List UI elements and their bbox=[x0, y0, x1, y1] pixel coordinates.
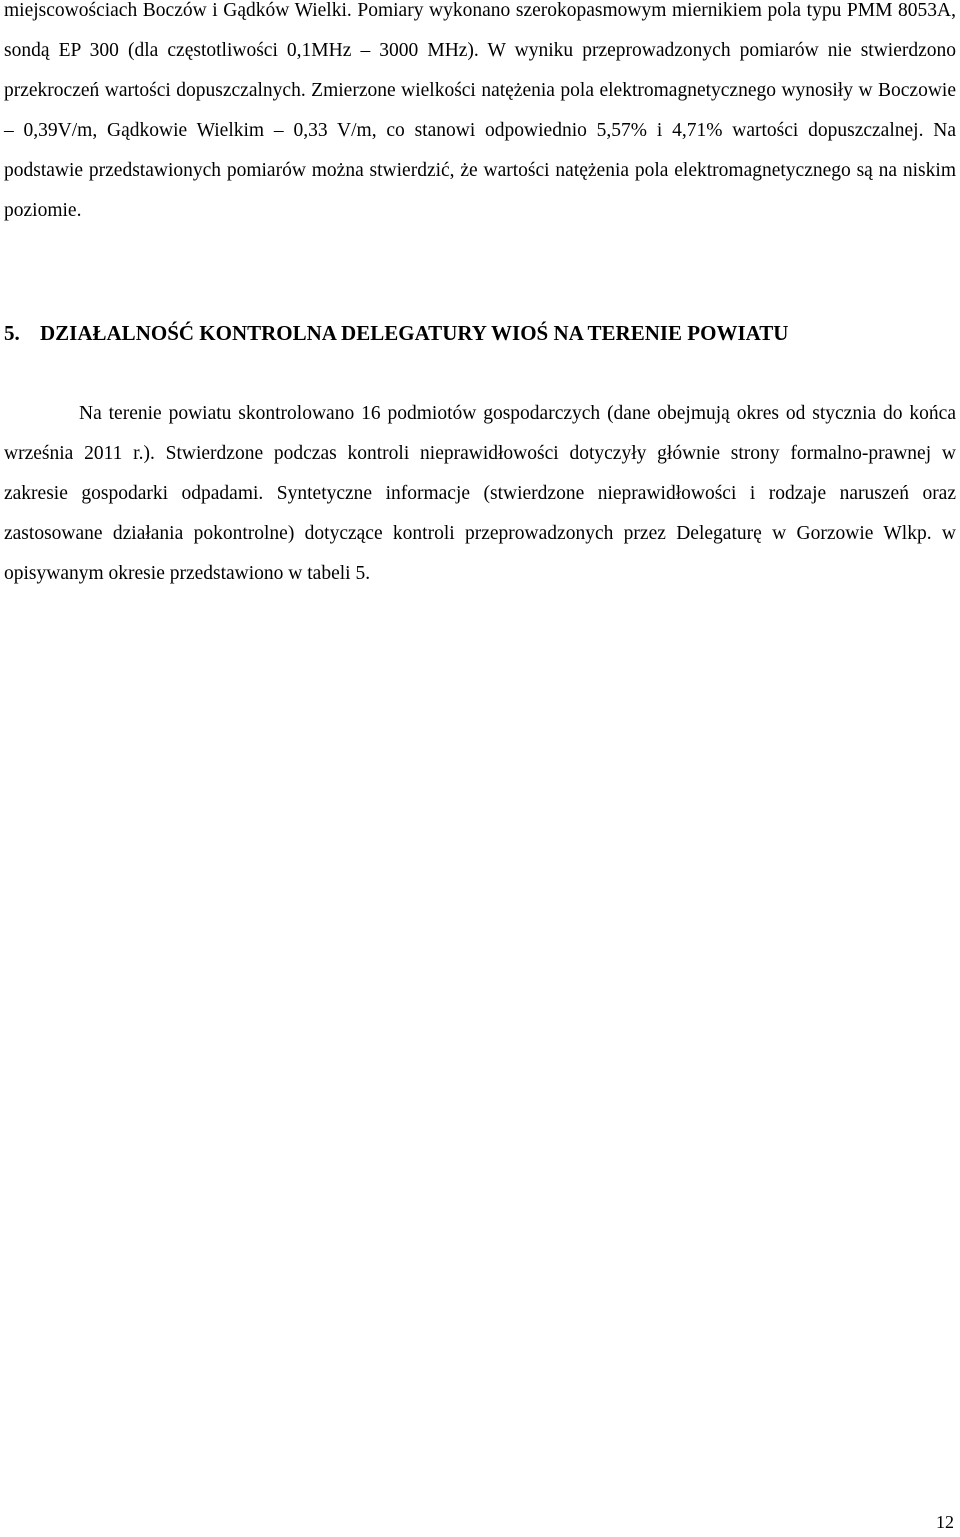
inspection-paragraph: Na terenie powiatu skontrolowano 16 podmiotów gospodarczych (dane obejmują okres od stycznia do końca września 2011 r.). Stwierdzone podczas kontroli nieprawidłowości dotyczyły głównie strony formalno-prawnej w zakresie gospodarki odpadami. Syntetyczne informacje (stwierdzone nieprawidłowości i rodzaje naruszeń oraz zastosowane działania pokontrolne) dotyczące kontroli przeprowadzonych przez Delegaturę w Gorzowie Wlkp. w opisywanym okresie przedstawiono w tabeli 5. bbox=[4, 403, 956, 584]
page-number: 12 bbox=[936, 1512, 954, 1532]
measurement-paragraph: miejscowościach Boczów i Gądków Wielki. Pomiary wykonano szerokopasmowym miernikiem pola typu PMM 8053A, sondą EP 300 (dla częstotliwości 0,1MHz – 3000 MHz). W wyniku przeprowadzonych pomiarów nie stwierdzono przekroczeń wartości dopuszczalnych. Zmierzone wielkości natężenia pola elektromagnetycznego wynosiły w Boczowie – 0,39V/m, Gądkowie Wielkim – 0,33 V/m, co stanowi odpowiednio 5,57% i 4,71% wartości dopuszczalnej. Na podstawie przedstawionych pomiarów można stwierdzić, że wartości natężenia pola elektromagnetycznego są na niskim poziomie. bbox=[4, 0, 956, 221]
section-heading bbox=[4, 313, 956, 353]
section-title: DZIAŁALNOŚĆ KONTROLNA DELEGATURY WIOŚ NA TERENIE POWIATU bbox=[40, 321, 789, 345]
section-number: 5. bbox=[4, 321, 20, 345]
